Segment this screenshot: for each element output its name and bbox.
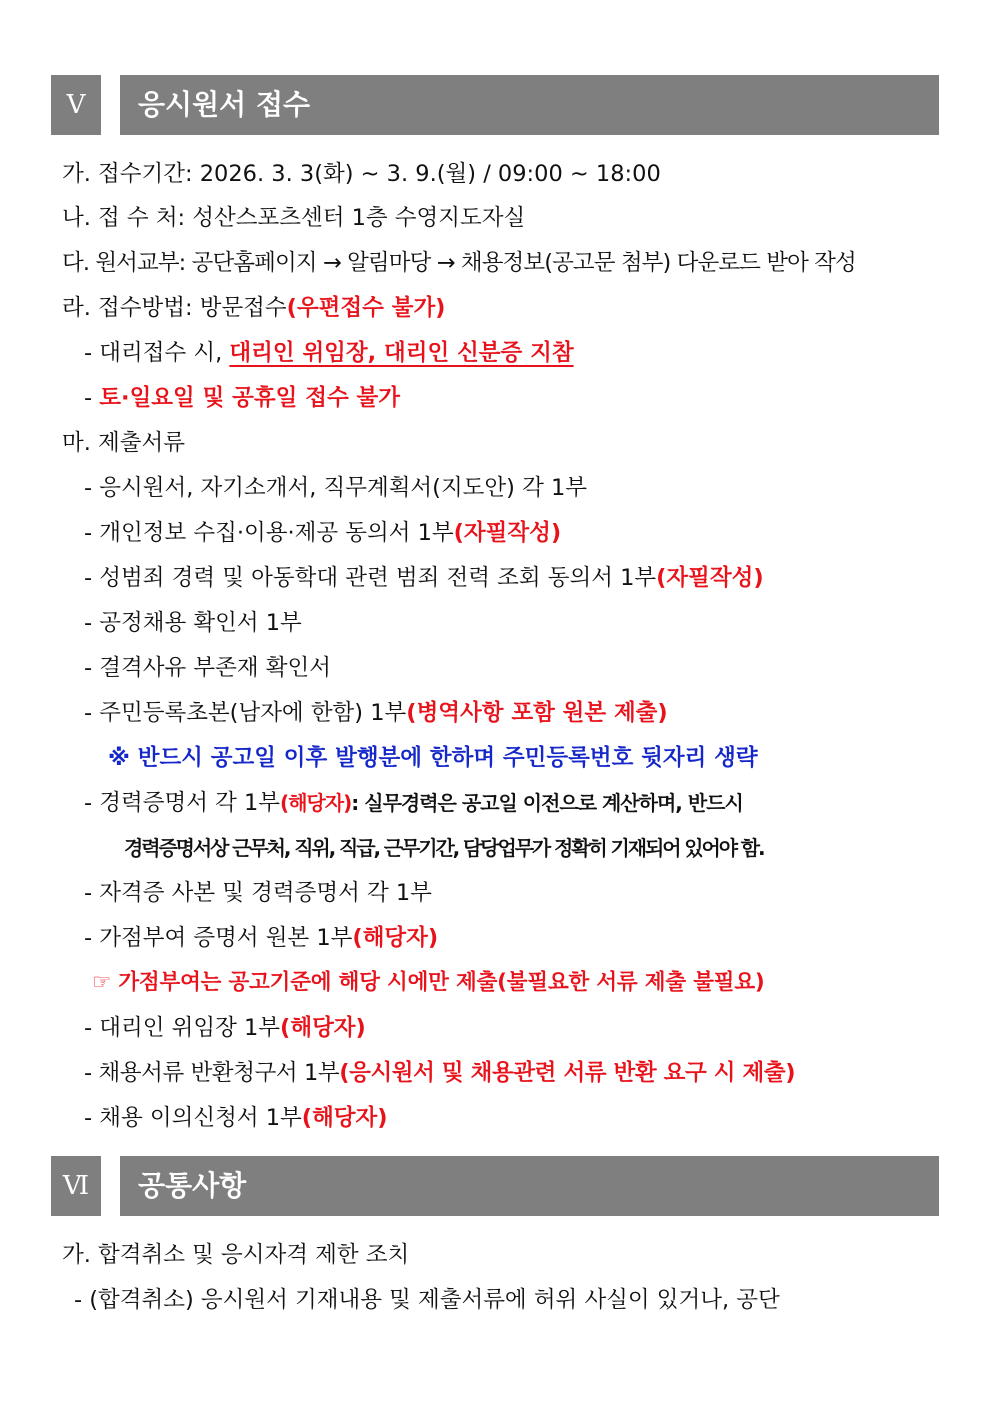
doc-text: - 개인정보 수집·이용·제공 동의서 1부 <box>84 520 454 546</box>
proxy-note: 대리인 위임장, 대리인 신분증 지참 <box>229 340 574 366</box>
common-title: 가. 합격취소 및 응시자격 제한 조치 <box>62 1242 410 1268</box>
doc-text: - 경력증명서 각 1부 <box>84 790 281 816</box>
doc-note: (해당자) <box>352 925 439 951</box>
receipt-weekend <box>84 383 400 413</box>
doc-text: - 주민등록초본(남자에 한함) 1부 <box>84 700 407 726</box>
doc-text: - 가점부여 증명서 원본 1부 <box>84 925 353 951</box>
doc-item: - 응시원서, 자기소개서, 직무계획서(지도안) 각 1부 <box>84 475 588 501</box>
method-note: (우편접수 불가) <box>286 295 446 321</box>
weekend-note: 토·일요일 및 공휴일 접수 불가 <box>99 385 400 411</box>
doc-remark: ※ 반드시 공고일 이후 발행분에 한하며 주민등록번호 뒷자리 생략 <box>108 745 758 771</box>
doc-item: - 공정채용 확인서 1부 <box>84 610 302 636</box>
doc-item <box>84 518 561 548</box>
method-label: 라. 접수방법: 방문접수 <box>62 295 287 321</box>
receipt-proxy <box>84 338 574 368</box>
doc-note: (자필작성) <box>656 565 764 591</box>
common-item: - (합격취소) 응시원서 기재내용 및 제출서류에 허위 사실이 있거나, 공단 <box>74 1287 780 1313</box>
section-header-vi <box>51 1156 939 1216</box>
doc-detail-cont: 경력증명서상 근무처, 직위, 직급, 근무기간, 담당업무가 정확히 기재되어 있어야 함. <box>124 836 764 860</box>
doc-text: - 채용 이의신청서 1부 <box>84 1105 302 1131</box>
section-number: Ⅵ <box>51 1156 101 1216</box>
doc-note: (응시원서 및 채용관련 서류 반환 요구 시 제출) <box>339 1060 796 1086</box>
doc-item <box>84 1058 795 1088</box>
receipt-place: 나. 접 수 처: 성산스포츠센터 1층 수영지도자실 <box>62 205 526 231</box>
doc-note: (병역사항 포함 원본 제출) <box>406 700 668 726</box>
doc-text: - 성범죄 경력 및 아동학대 관련 범죄 전력 조회 동의서 1부 <box>84 565 657 591</box>
doc-item <box>84 788 743 818</box>
documents-title: 마. 제출서류 <box>62 430 185 456</box>
doc-text: - 채용서류 반환청구서 1부 <box>84 1060 340 1086</box>
receipt-distribution: 다. 원서교부: 공단홈페이지 → 알림마당 → 채용정보(공고문 첨부) 다운로드 받아 작성 <box>62 250 856 276</box>
doc-item <box>84 1103 388 1133</box>
receipt-method <box>62 293 445 323</box>
doc-note: (해당자) <box>280 1015 366 1041</box>
doc-note: (해당자) <box>301 1105 388 1131</box>
doc-item <box>84 698 668 728</box>
doc-item <box>84 563 764 593</box>
section-header-v <box>51 75 939 135</box>
doc-item: - 자격증 사본 및 경력증명서 각 1부 <box>84 880 432 906</box>
doc-remark: ☞ 가점부여는 공고기준에 해당 시에만 제출(불필요한 서류 제출 불필요) <box>92 970 765 995</box>
doc-item <box>84 923 438 953</box>
doc-note: (자필작성) <box>453 520 562 546</box>
section-title: 공통사항 <box>120 1156 939 1216</box>
receipt-period: 가. 접수기간: 2026. 3. 3(화) ~ 3. 9.(월) / 09:00 ~ 18:00 <box>62 161 661 187</box>
doc-item <box>84 1013 366 1043</box>
proxy-label: - 대리접수 시, <box>84 340 230 366</box>
section-number: Ⅴ <box>51 75 101 135</box>
doc-detail: : 실무경력은 공고일 이전으로 계산하며, 반드시 <box>351 791 743 815</box>
doc-text: - 대리인 위임장 1부 <box>84 1015 281 1041</box>
section-title: 응시원서 접수 <box>120 75 939 135</box>
doc-item: - 결격사유 부존재 확인서 <box>84 655 331 681</box>
weekend-dash: - <box>84 385 100 411</box>
doc-note: (해당자) <box>280 791 352 815</box>
